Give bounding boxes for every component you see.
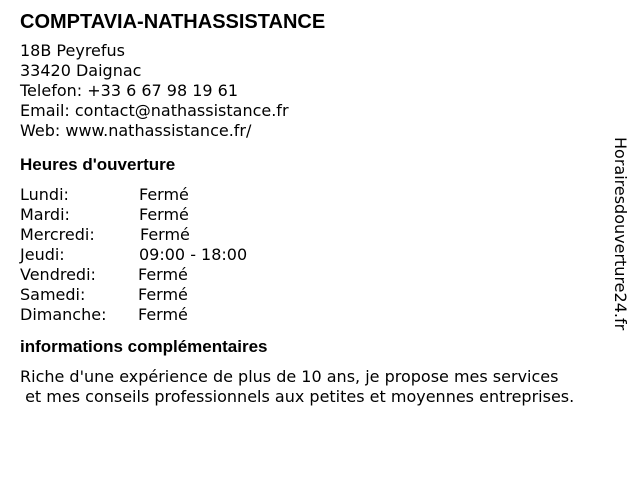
hours-value: Fermé (138, 305, 188, 324)
phone-line[interactable]: Telefon: +33 6 67 98 19 61 (20, 81, 239, 100)
business-name: COMPTAVIA-NATHASSISTANCE (20, 11, 326, 33)
web-line[interactable]: Web: www.nathassistance.fr/ (20, 121, 252, 140)
brand-watermark-text: Horairesdouverture24.fr (611, 137, 630, 331)
hours-row-thursday (20, 245, 610, 265)
day-label: Dimanche: (20, 305, 107, 324)
day-label: Samedi: (20, 285, 86, 304)
hours-value: Fermé (138, 285, 188, 304)
hours-row-tuesday (20, 205, 610, 225)
hours-row-wednesday (20, 225, 610, 245)
email-line[interactable]: Email: contact@nathassistance.fr (20, 101, 289, 120)
hours-row-friday (20, 265, 610, 285)
day-label: Jeudi: (20, 245, 65, 264)
hours-value: 09:00 - 18:00 (139, 245, 248, 264)
day-label: Vendredi: (20, 265, 96, 284)
hours-value: Fermé (139, 185, 189, 204)
hours-row-sunday (20, 305, 610, 325)
hours-value: Fermé (139, 205, 189, 224)
info-text (20, 367, 610, 407)
info-heading: informations complémentaires (20, 337, 268, 356)
address-line-2: 33420 Daignac (20, 61, 142, 80)
sidebar-brand[interactable] (610, 137, 630, 367)
day-label: Mercredi: (20, 225, 95, 244)
info-line-2: et mes conseils professionnels aux petites et moyennes entreprises. (20, 387, 575, 406)
business-card (20, 10, 610, 407)
hours-value: Fermé (138, 265, 188, 284)
info-line-1: Riche d'une expérience de plus de 10 ans, je propose mes services (20, 367, 559, 386)
hours-table (20, 185, 610, 325)
hours-heading: Heures d'ouverture (20, 155, 176, 174)
address-line-1: 18B Peyrefus (20, 41, 125, 60)
hours-row-saturday (20, 285, 610, 305)
hours-row-monday (20, 185, 610, 205)
day-label: Lundi: (20, 185, 69, 204)
hours-value: Fermé (140, 225, 190, 244)
day-label: Mardi: (20, 205, 70, 224)
